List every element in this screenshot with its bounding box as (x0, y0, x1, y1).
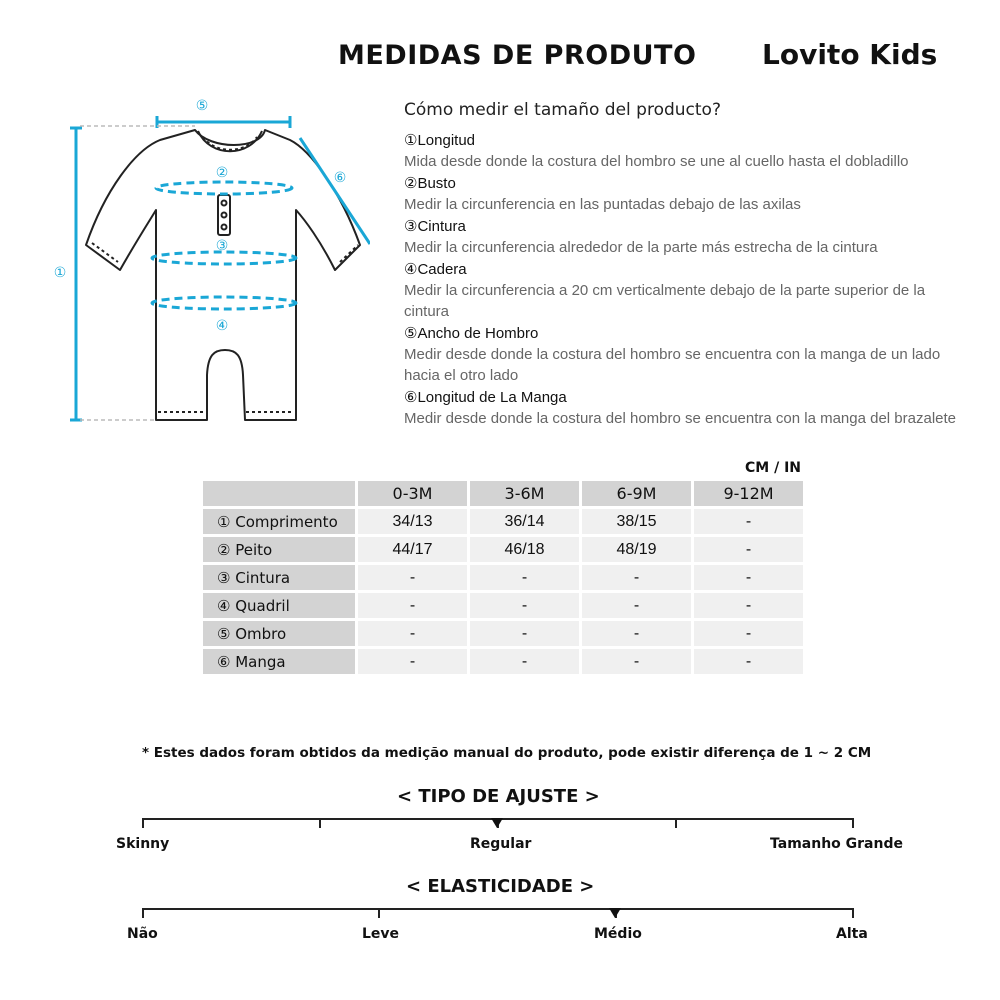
row-label: ① Comprimento (203, 509, 355, 534)
instruction-item (404, 173, 964, 215)
fit-selected-marker (491, 818, 503, 828)
table-cell: 48/19 (582, 537, 691, 562)
column-header: 9-12M (694, 481, 803, 506)
table-cell: - (582, 593, 691, 618)
table-row (203, 649, 803, 674)
table-cell: - (694, 593, 803, 618)
table-cell: - (358, 593, 467, 618)
instruction-desc: Medir la circunferencia a 20 cm verticalmente debajo de la parte superior de la cintura (404, 282, 926, 320)
table-cell: - (694, 509, 803, 534)
elasticity-scale-line (142, 908, 854, 910)
measurement-note: * Estes dados foram obtidos da medição manual do produto, pode existir diferença de 1 ~ 2 CM (142, 745, 872, 761)
table-row (203, 565, 803, 590)
table-row (203, 593, 803, 618)
instruction-desc: Medir la circunferencia en las puntadas debajo de las axilas (404, 196, 801, 213)
table-cell: - (358, 621, 467, 646)
marker-waist: ③ (215, 238, 229, 254)
instruction-item (404, 323, 964, 386)
fit-label-regular: Regular (470, 836, 532, 852)
instruction-desc: Medir la circunferencia alrededor de la parte más estrecha de la cintura (404, 239, 878, 256)
table-cell: 38/15 (582, 509, 691, 534)
elasticity-tick (852, 908, 854, 918)
instructions-list (404, 130, 964, 430)
garment-diagram (30, 90, 370, 435)
row-label: ③ Cintura (203, 565, 355, 590)
instructions-heading: Cómo medir el tamaño del producto? (404, 100, 721, 120)
marker-bust: ② (215, 165, 229, 181)
row-label: ⑥ Manga (203, 649, 355, 674)
column-header: 6-9M (582, 481, 691, 506)
table-cell: - (470, 649, 579, 674)
elasticity-label-medium: Médio (594, 926, 642, 942)
table-cell: - (470, 621, 579, 646)
elasticity-scale-title: < ELASTICIDADE > (406, 876, 595, 897)
table-cell: 34/13 (358, 509, 467, 534)
instruction-label: ②Busto (404, 175, 456, 192)
marker-length: ① (53, 265, 67, 281)
instruction-item (404, 259, 964, 322)
table-cell: 36/14 (470, 509, 579, 534)
instruction-label: ①Longitud (404, 132, 476, 149)
table-cell: - (582, 621, 691, 646)
fit-scale-title: < TIPO DE AJUSTE > (397, 786, 600, 807)
table-cell: - (358, 649, 467, 674)
instruction-label: ⑥Longitud de La Manga (404, 389, 567, 406)
hip-line (152, 297, 296, 309)
instruction-item (404, 216, 964, 258)
table-cell: - (582, 565, 691, 590)
table-cell: 44/17 (358, 537, 467, 562)
row-label: ② Peito (203, 537, 355, 562)
instruction-item (404, 130, 964, 172)
table-row (203, 621, 803, 646)
instruction-label: ⑤Ancho de Hombro (404, 325, 539, 342)
row-label: ⑤ Ombro (203, 621, 355, 646)
table-cell: - (694, 649, 803, 674)
fit-label-large: Tamanho Grande (770, 836, 903, 852)
elasticity-tick (142, 908, 144, 918)
column-header: 0-3M (358, 481, 467, 506)
marker-shoulder: ⑤ (195, 98, 209, 114)
table-cell: - (582, 649, 691, 674)
row-label: ④ Quadril (203, 593, 355, 618)
marker-hip: ④ (215, 318, 229, 334)
column-header: 3-6M (470, 481, 579, 506)
elasticity-label-light: Leve (362, 926, 400, 942)
instruction-desc: Medir desde donde la costura del hombro se encuentra con la manga del brazalete (404, 410, 957, 427)
instruction-item (404, 387, 964, 429)
fit-tick (142, 818, 144, 828)
brand-logo: Lovito Kids (762, 38, 938, 71)
unit-label: CM / IN (745, 460, 801, 476)
instruction-desc: Medir desde donde la costura del hombro se encuentra con la manga de un lado hacia el otro lado (404, 346, 941, 384)
table-cell: - (470, 593, 579, 618)
table-cell: - (694, 565, 803, 590)
page-title: MEDIDAS DE PRODUTO (338, 40, 697, 71)
table-cell: - (358, 565, 467, 590)
fit-label-skinny: Skinny (116, 836, 170, 852)
table-row (203, 537, 803, 562)
table-header-blank (203, 481, 355, 506)
table-cell: - (694, 537, 803, 562)
table-header-row (203, 481, 803, 506)
elasticity-tick (378, 908, 380, 918)
instruction-label: ④Cadera (404, 261, 467, 278)
marker-sleeve: ⑥ (333, 170, 347, 186)
table-row (203, 509, 803, 534)
instruction-desc: Mida desde donde la costura del hombro se une al cuello hasta el dobladillo (404, 153, 909, 170)
fit-tick (675, 818, 677, 828)
fit-tick (852, 818, 854, 828)
table-cell: - (470, 565, 579, 590)
table-cell: 46/18 (470, 537, 579, 562)
elasticity-label-high: Alta (836, 926, 868, 942)
elasticity-label-none: Não (127, 926, 158, 942)
table-cell: - (694, 621, 803, 646)
fit-tick (319, 818, 321, 828)
instruction-label: ③Cintura (404, 218, 466, 235)
elasticity-selected-marker (609, 908, 621, 918)
bust-line (156, 182, 292, 194)
size-table (200, 478, 806, 677)
